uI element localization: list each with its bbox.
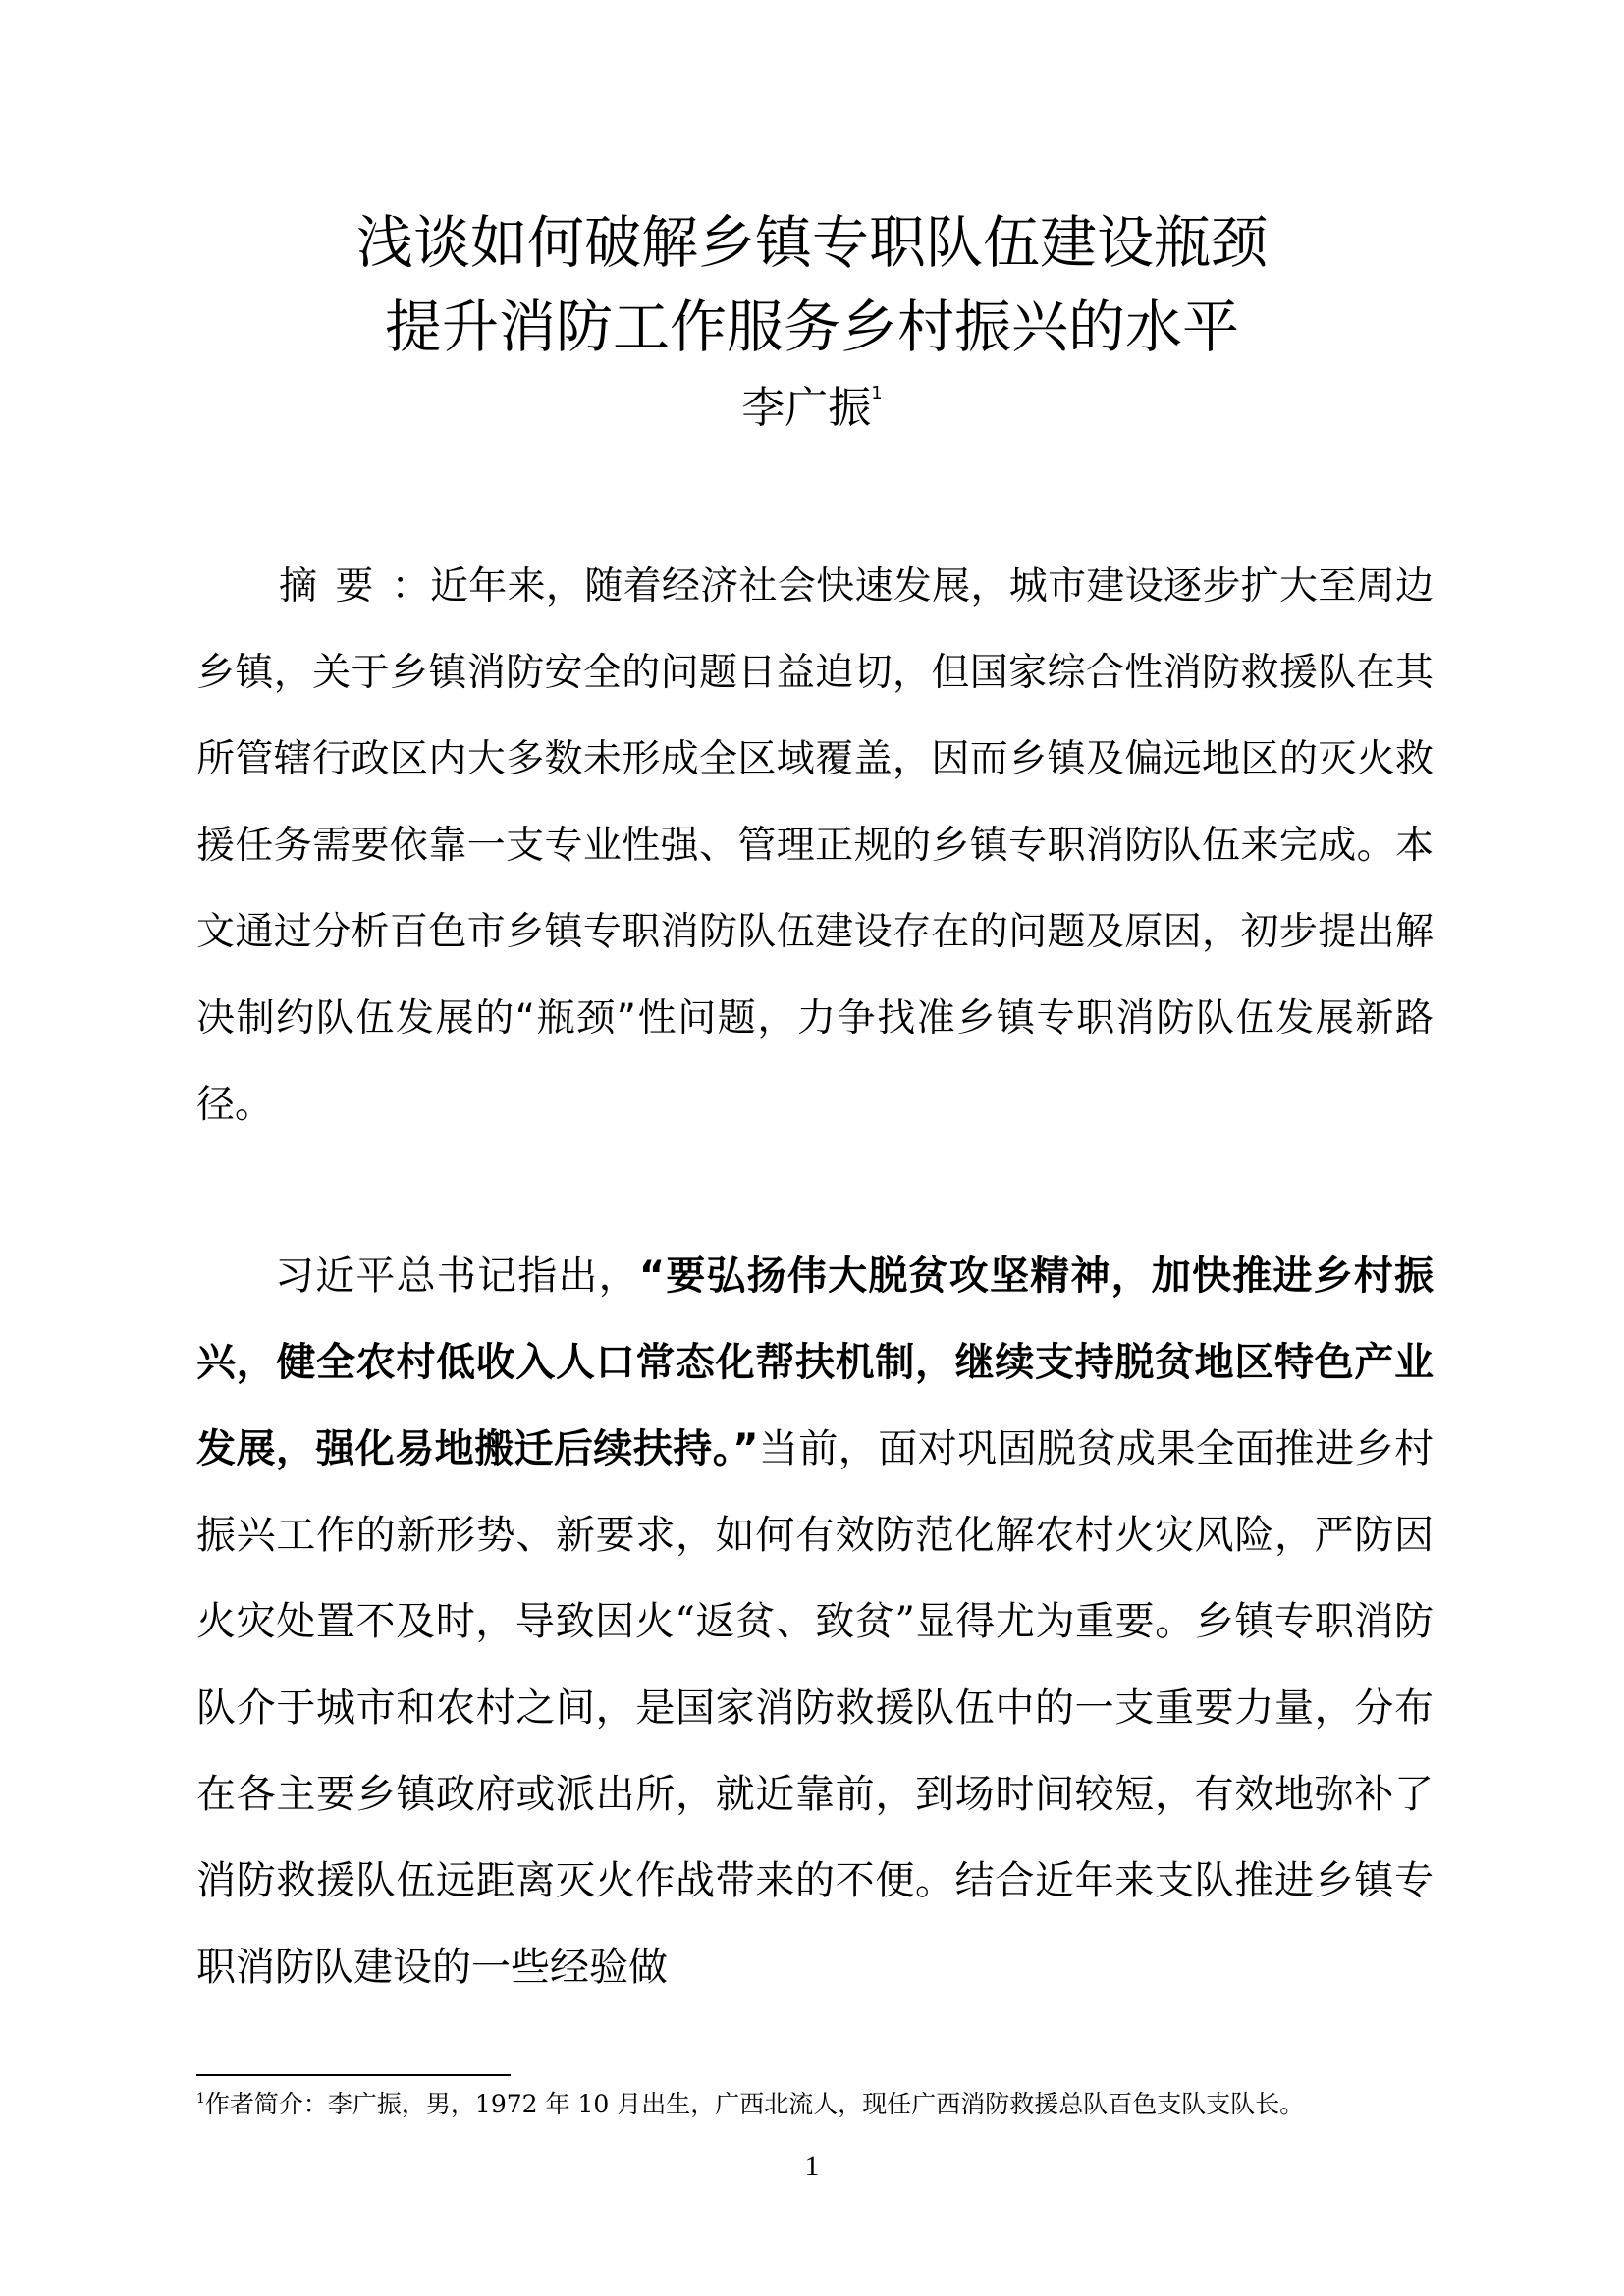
abstract-paragraph <box>196 544 1434 1148</box>
title-line-1: 浅谈如何破解乡镇专职队伍建设瓶颈 <box>355 209 1268 276</box>
author-name-text: 李广振 <box>741 383 872 433</box>
body-paragraph <box>196 1233 1434 2010</box>
body-lead-text: 习近平总书记指出， <box>275 1254 639 1299</box>
abstract-colon: ： <box>391 564 430 609</box>
body-rest-text: 当前，面对巩固脱贫成果全面推进乡村振兴工作的新形势、新要求，如何有效防范化解农村火灾风险，严防因火灾处置不及时，导致因火“返贫、致贫”显得尤为重要。乡镇专职消防队介于城市和农村之间，是国家消防救援队伍中的一支重要力量，分布在各主要乡镇政府或派出所，就近靠前，到场时间较短，有效地弥补了消防救援队伍远距离灭火作战带来的不便。结合近年来支队推进乡镇专职消防队建设的一些经验做 <box>196 1426 1434 1990</box>
author-footnote-mark: 1 <box>871 383 883 403</box>
page-number: 1 <box>804 2150 820 2182</box>
body-quote-text: “要弘扬伟大脱贫攻坚精神，加快推进乡村振兴，健全农村低收入人口常态化帮扶机制，继续支持脱贫地区特色产业发展，强化易地搬迁后续扶持。” <box>196 1254 1435 1471</box>
author-name <box>0 383 1624 433</box>
abstract-text: 近年来，随着经济社会快速发展，城市建设逐步扩大至周边乡镇，关于乡镇消防安全的问题日益迫切，但国家综合性消防救援队在其所管辖行政区内大多数未形成全区域覆盖，因而乡镇及偏远地区的灭火救援任务需要依靠一支专业性强、管理正规的乡镇专职消防队伍来完成。本文通过分析百色市乡镇专职消防队伍建设存在的问题及原因，初步提出解决制约队伍发展的“瓶颈”性问题，力争找准乡镇专职消防队伍发展新路径。 <box>196 564 1434 1127</box>
abstract-label: 摘要 <box>279 564 392 609</box>
footnote <box>196 2089 1473 2121</box>
title-line-2: 提升消防工作服务乡村振兴的水平 <box>384 294 1239 360</box>
footnote-mark: 1 <box>196 2091 205 2107</box>
footnote-text: 作者简介：李广振，男，1972 年 10 月出生，广西北流人，现任广西消防救援总队百色支队支队长。 <box>204 2090 1305 2118</box>
footnote-separator <box>196 2074 511 2076</box>
